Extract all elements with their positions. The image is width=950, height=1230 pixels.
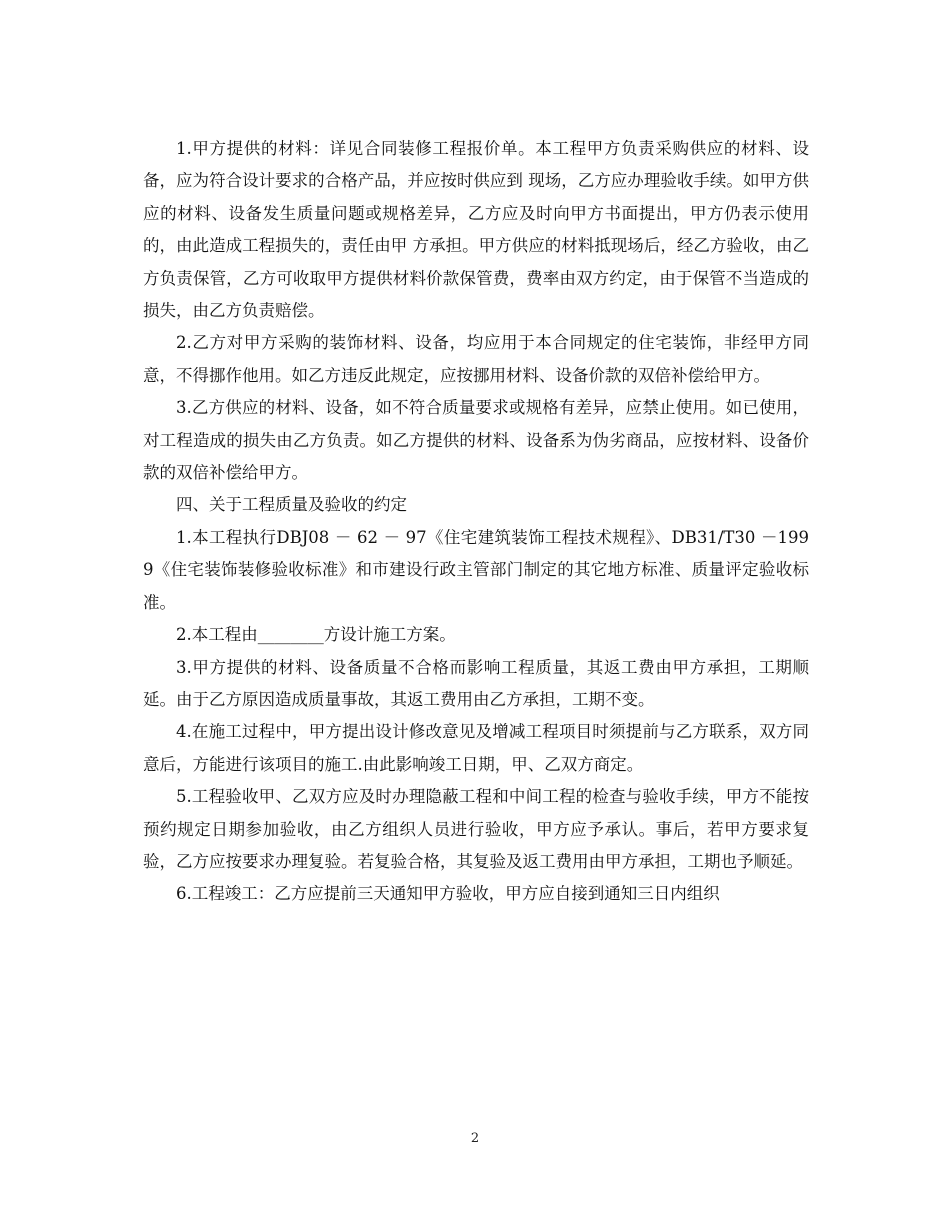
page-number: 2 bbox=[470, 1131, 480, 1146]
paragraph-completion: 6.工程竣工：乙方应提前三天通知甲方验收，甲方应自接到通知三日内组织 bbox=[176, 884, 720, 904]
document-body bbox=[143, 133, 809, 911]
paragraph-design-changes: 4.在施工过程中，甲方提出设计修改意见及增减工程项目时须提前与乙方联系，双方同意后，方能进行该项目的施工.由此影响竣工日期，甲、乙双方商定。 bbox=[143, 722, 809, 774]
paragraph-design-party: 2.本工程由________方设计施工方案。 bbox=[176, 625, 456, 645]
paragraph-standards: 1.本工程执行DBJ08 － 62 － 97《住宅建筑装饰工程技术规程》、DB31/T30 －1999《住宅装饰装修验收标准》和市建设行政主管部门制定的其它地方标准、质量评定验收标准。 bbox=[143, 527, 809, 612]
paragraph-material-supply: 1.甲方提供的材料：详见合同装修工程报价单。本工程甲方负责采购供应的材料、设备，应为符合设计要求的合格产品，并应按时供应到 现场，乙方应办理验收手续。如甲方供应的材料、设备发生质量问题或规格差异，乙方应及时向甲方书面提出，甲方仍表示使用的，由此造成工程损失的，责任由甲 方承担。甲方供应的材料抵现场后，经乙方验收，由乙方负责保管，乙方可收取甲方提供材料价款保管费，费率由双方约定，由于保管不当造成的损失，由乙方负责赔偿。 bbox=[143, 139, 809, 321]
paragraph-contractor-materials: 3.乙方供应的材料、设备，如不符合质量要求或规格有差异，应禁止使用。如已使用，对工程造成的损失由乙方负责。如乙方提供的材料、设备系为伪劣商品，应按材料、设备价款的双倍补偿给甲方。 bbox=[143, 398, 809, 483]
section-heading-quality: 四、关于工程质量及验收的约定 bbox=[176, 495, 407, 515]
paragraph-material-use: 2.乙方对甲方采购的装饰材料、设备，均应用于本合同规定的住宅装饰，非经甲方同意，不得挪作他用。如乙方违反此规定，应按挪用材料、设备价款的双倍补偿给甲方。 bbox=[143, 333, 809, 385]
paragraph-inspection: 5.工程验收甲、乙双方应及时办理隐蔽工程和中间工程的检查与验收手续，甲方不能按预约规定日期参加验收，由乙方组织人员进行验收，甲方应予承认。事后，若甲方要求复验，乙方应按要求办理复验。若复验合格，其复验及返工费用由甲方承担，工期也予顺延。 bbox=[143, 787, 809, 871]
paragraph-quality-defects: 3.甲方提供的材料、设备质量不合格而影响工程质量，其返工费由甲方承担，工期顺延。由于乙方原因造成质量事故，其返工费用由乙方承担，工期不变。 bbox=[143, 657, 809, 709]
